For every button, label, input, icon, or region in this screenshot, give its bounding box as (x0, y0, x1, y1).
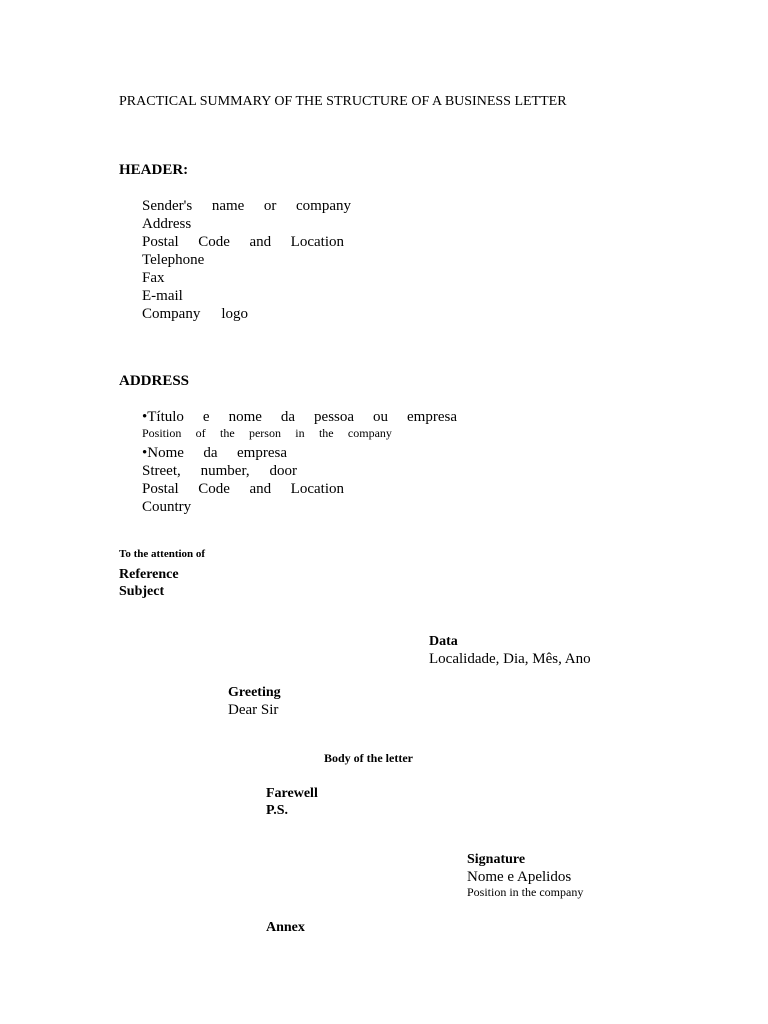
word: company (347, 426, 392, 440)
ps-label: P.S. (266, 803, 289, 818)
word: da (280, 409, 296, 425)
word: Sender's (142, 198, 193, 214)
address-line-title (142, 408, 457, 426)
word: empresa (237, 445, 287, 461)
page-title: PRACTICAL SUMMARY OF THE STRUCTURE OF A BUSINESS LETTER (119, 94, 567, 109)
word: company (296, 198, 351, 214)
word: pessoa (314, 409, 355, 425)
signature-heading: Signature (467, 852, 526, 867)
date-value: Localidade, Dia, Mês, Ano (429, 651, 591, 667)
word: and (249, 234, 272, 250)
address-heading: ADDRESS (119, 373, 190, 389)
signature-position: Position in the company (467, 885, 584, 899)
word: logo (221, 306, 248, 322)
reference-label: Reference (119, 567, 179, 582)
word: of (195, 426, 206, 440)
word: e (202, 409, 210, 425)
word: person (248, 426, 281, 440)
greeting-value: Dear Sir (228, 702, 279, 718)
date-heading: Data (429, 634, 458, 649)
word: Position (142, 426, 182, 440)
header-line-email (142, 287, 351, 305)
word: E-mail (142, 288, 183, 304)
greeting-heading: Greeting (228, 685, 281, 700)
address-line-position (142, 426, 392, 440)
word: Fax (142, 270, 165, 286)
word: Company (142, 306, 201, 322)
word: empresa (407, 409, 457, 425)
word: nome (228, 409, 262, 425)
address-line-street (142, 462, 297, 480)
word: •Nome (142, 445, 184, 461)
header-line-fax (142, 269, 351, 287)
word: da (203, 445, 218, 461)
word: Address (142, 216, 192, 232)
address-line-company (142, 444, 287, 462)
annex-label: Annex (266, 920, 305, 935)
word: Location (290, 481, 344, 497)
word: Postal (142, 481, 179, 497)
subject-label: Subject (119, 584, 165, 599)
word: Postal (142, 234, 179, 250)
word: in (295, 426, 305, 440)
word: or (263, 198, 277, 214)
header-block (142, 197, 351, 323)
word: the (219, 426, 235, 440)
header-heading: HEADER: (119, 162, 189, 178)
header-line-sender (142, 197, 351, 215)
header-line-logo (142, 305, 248, 323)
word: ou (373, 409, 389, 425)
word: number, (200, 463, 250, 479)
word: Street, (142, 463, 181, 479)
header-line-telephone (142, 251, 351, 269)
farewell-label: Farewell (266, 786, 318, 801)
word: Code (198, 234, 230, 250)
address-line-country (142, 498, 457, 516)
word: Country (142, 499, 192, 515)
word: Location (290, 234, 344, 250)
address-line-postal (142, 480, 344, 498)
word: the (318, 426, 334, 440)
attention-label: To the attention of (119, 548, 206, 560)
word: and (249, 481, 272, 497)
address-block (142, 408, 457, 516)
word: name (211, 198, 245, 214)
word: •Título (142, 409, 184, 425)
word: door (269, 463, 297, 479)
header-line-postal (142, 233, 344, 251)
word: Telephone (142, 252, 205, 268)
header-line-address (142, 215, 351, 233)
body-label: Body of the letter (324, 751, 413, 765)
signature-name: Nome e Apelidos (467, 869, 572, 885)
word: Code (198, 481, 230, 497)
